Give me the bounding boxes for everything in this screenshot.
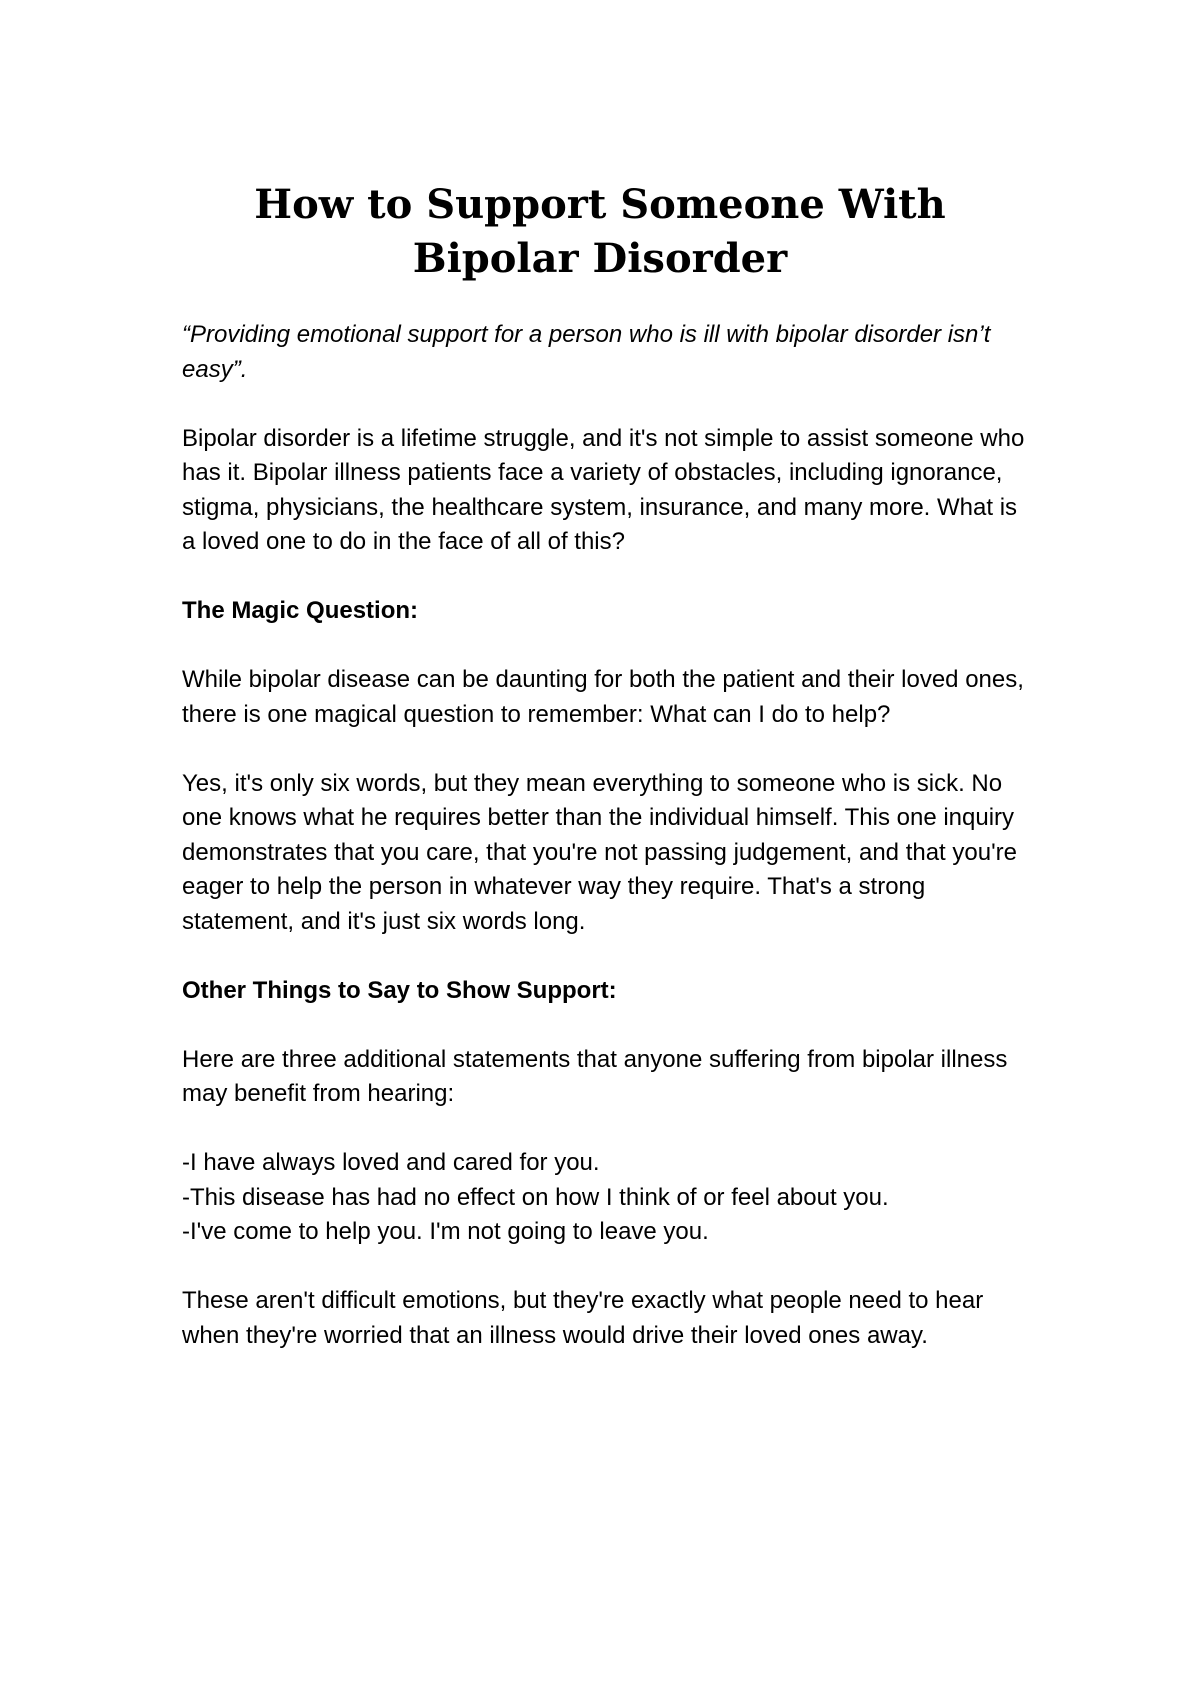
magic-question-paragraph-1: While bipolar disease can be daunting for both the patient and their loved ones, there is one magical question to remember: What can I do to help? [182,666,1024,728]
intro-paragraph: Bipolar disorder is a lifetime struggle, and it's not simple to assist someone who has it. Bipolar illness patients face a variety of obstacles, including ignorance, stigma, physicians, the healthcare system, insurance, and many more. What is a loved one to do in the face of all of this? [182,424,1025,555]
statement-item: -This disease has had no effect on how I think of or feel about you. [182,1183,889,1211]
section-heading-other-things: Other Things to Say to Show Support: [182,976,617,1004]
title-line-1: How to Support Someone With [254,181,946,228]
closing-paragraph: These aren't difficult emotions, but they're exactly what people need to hear when they're worried that an illness would drive their loved ones away. [182,1287,984,1349]
magic-question-paragraph-2: Yes, it's only six words, but they mean everything to someone who is sick. No one knows what he requires better than the individual himself. This one inquiry demonstrates that you care, that you're not passing judgement, and that you're eager to help the person in whatever way they require. That's a strong statement, and it's just six words long. [182,769,1018,935]
other-things-paragraph: Here are three additional statements that anyone suffering from bipolar illness may benefit from hearing: [182,1045,1008,1107]
statement-item: -I've come to help you. I'm not going to leave you. [182,1218,709,1245]
title-line-2: Bipolar Disorder [412,235,788,282]
document-title [150,178,1050,286]
section-heading-magic-question: The Magic Question: [182,597,419,624]
document-body [182,318,1032,1388]
statement-item: -I have always loved and cared for you. [182,1149,600,1176]
intro-quote: “Providing emotional support for a person who is ill with bipolar disorder isn’t easy”. [182,321,991,383]
statement-list [182,1146,1032,1250]
